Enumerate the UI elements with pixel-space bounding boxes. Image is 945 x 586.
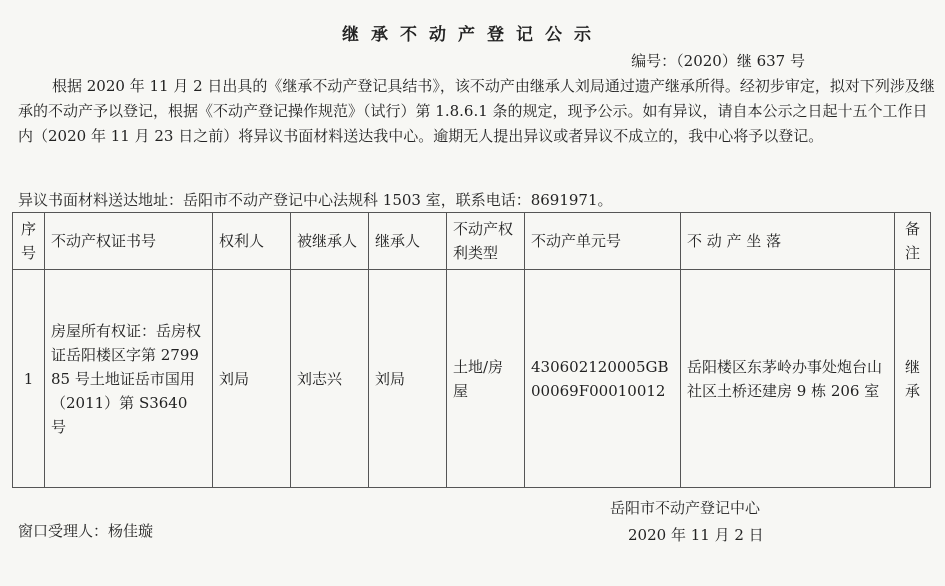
header-seq: 序号 — [13, 213, 45, 270]
header-unit-no: 不动产单元号 — [525, 213, 681, 270]
page-title: 继承不动产登记公示 — [342, 25, 603, 45]
notice-table — [12, 212, 931, 488]
table-header-row — [13, 213, 931, 270]
header-decedent: 被继承人 — [291, 213, 369, 270]
cell-unit-no: 430602120005GB00069F00010012 — [525, 270, 681, 488]
objection-address: 异议书面材料送达地址：岳阳市不动产登记中心法规科 1503 室，联系电话：8691971。 — [18, 191, 613, 209]
window-receiver: 窗口受理人：杨佳璇 — [18, 522, 154, 540]
issue-date: 2020 年 11 月 2 日 — [628, 526, 764, 544]
cell-remark: 继承 — [895, 270, 931, 488]
notice-body: 根据 2020 年 11 月 2 日出具的《继承不动产登记具结书》，该不动产由继承人刘局通过遗产继承所得。经初步审定，拟对下列涉及继承的不动产予以登记，根据《不动产登记操作规范》（试行）第 1.8.6.1 条的规定，现予公示。如有异议，请自本公示之日起十五个工作日内（2020 年 11 月 23 日之前）将异议书面材料送达我中心。逾期无人提出异议或者异议不成立的，我中心将予以登记。 — [18, 77, 935, 145]
document-number: 编号：（2020）继 637 号 — [631, 52, 805, 70]
header-location: 不 动 产 坐 落 — [681, 213, 895, 270]
header-holder: 权利人 — [213, 213, 291, 270]
cell-seq: 1 — [13, 270, 45, 488]
header-type: 不动产权利类型 — [447, 213, 525, 270]
cell-type: 土地/房屋 — [447, 270, 525, 488]
header-heir: 继承人 — [369, 213, 447, 270]
table-row — [13, 270, 931, 488]
cell-location: 岳阳楼区东茅岭办事处炮台山社区土桥还建房 9 栋 206 室 — [681, 270, 895, 488]
cell-heir: 刘局 — [369, 270, 447, 488]
cell-decedent: 刘志兴 — [291, 270, 369, 488]
header-remark: 备注 — [895, 213, 931, 270]
cell-holder: 刘局 — [213, 270, 291, 488]
header-cert-no: 不动产权证书号 — [45, 213, 213, 270]
cell-cert-no: 房屋所有权证：岳房权证岳阳楼区字第 279985 号土地证岳市国用（2011）第 S3640 号 — [45, 270, 213, 488]
issuing-office: 岳阳市不动产登记中心 — [610, 499, 761, 517]
